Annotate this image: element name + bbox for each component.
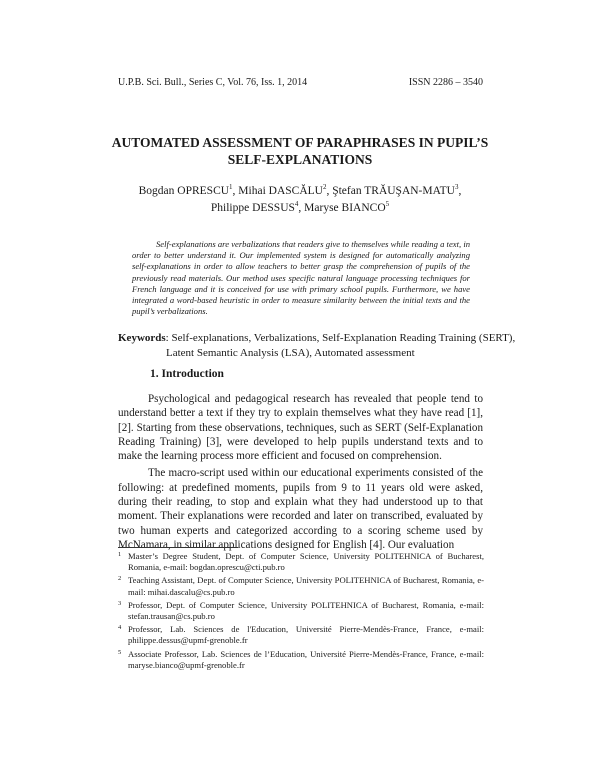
author bbox=[238, 185, 332, 197]
keywords-label: Keywords bbox=[118, 332, 166, 344]
section-heading: 1. Introduction bbox=[150, 368, 224, 380]
author-name: Philippe DESSUS bbox=[210, 202, 295, 214]
footnote bbox=[118, 649, 484, 671]
footnote bbox=[118, 624, 484, 646]
author-mark: 5 bbox=[385, 200, 390, 209]
abstract: Self-explanations are verbalizations that readers give to themselves while reading a text, in order to better understand it. Our implemented system is designed for automatically analyzing self-explanations in order to allow teachers to better grasp the comprehension of pupils of the previously read materials. Our method uses specific natural language processing techniques for French language and it is conceived for use with primary school pupils. Furthermore, we have integrated a word-based heuristic in order to measure similarity between the initial texts and the pupil’s verbalizations. bbox=[132, 239, 470, 317]
author-mark: 4 bbox=[294, 200, 299, 209]
footnote-text: Professor, Lab. Sciences de l'Education, Université Pierre-Mendès-France, France, e-mail: philippe.dessus@upmf-grenoble.fr bbox=[128, 624, 484, 646]
author-name: Ştefan TRĂUŞAN-MATU bbox=[332, 185, 455, 197]
author-name: Mihai DASCĂLU bbox=[238, 185, 323, 197]
footnotes bbox=[118, 551, 484, 673]
footnote bbox=[118, 551, 484, 573]
paragraph: Psychological and pedagogical research has revealed that people tend to understand better a text if they try to explain themselves what they have read [1], [2]. Starting from these observations, techniques, such as SERT (Self-Explanation Reading Training) [3], were developed to help pupils understand texts and to make the learning process more efficient and focused on comprehension. bbox=[118, 393, 483, 463]
author bbox=[139, 185, 239, 197]
author-mark: 3 bbox=[454, 183, 459, 192]
footnote-mark: 2 bbox=[118, 575, 122, 583]
author-mark: 2 bbox=[322, 183, 327, 192]
author-separator: , bbox=[458, 185, 462, 197]
footnote bbox=[118, 600, 484, 622]
title-line: AUTOMATED ASSESSMENT OF PARAPHRASES IN PUPIL’S bbox=[111, 135, 489, 150]
footnote-mark: 5 bbox=[118, 648, 122, 656]
author-separator: , bbox=[232, 185, 239, 197]
keywords-text: : Self-explanations, Verbalizations, Self-Explanation Reading Training (SERT), Latent Semantic Analysis (LSA), Automated assessment bbox=[165, 332, 516, 359]
author-list bbox=[110, 183, 490, 217]
footnote-text: Teaching Assistant, Dept. of Computer Science, University POLITEHNICA of Bucharest, Romania, e-mail: mihai.dascalu@cs.pub.ro bbox=[128, 575, 484, 597]
footnote-mark: 4 bbox=[118, 624, 122, 632]
footnote bbox=[118, 575, 484, 597]
author-name: Maryse BIANCO bbox=[304, 202, 386, 214]
title-line: SELF-EXPLANATIONS bbox=[227, 152, 373, 167]
author bbox=[304, 202, 389, 214]
keywords bbox=[118, 331, 536, 361]
footnote-text: Associate Professor, Lab. Sciences de l’Education, Université Pierre-Mendès-France, France, e-mail: maryse.bianco@upmf-grenoble.fr bbox=[128, 648, 484, 670]
author-name: Bogdan OPRESCU bbox=[138, 185, 230, 197]
footnote-rule bbox=[118, 547, 238, 548]
author bbox=[211, 202, 304, 214]
issn: ISSN 2286 – 3540 bbox=[408, 77, 483, 88]
footnote-text: Master’s Degree Student, Dept. of Computer Science, University POLITEHNICA of Bucharest, Romania, e-mail: bogdan.oprescu@cti.pub.ro bbox=[128, 551, 484, 573]
paper-title bbox=[100, 134, 500, 168]
running-header bbox=[118, 77, 483, 88]
author-separator: , bbox=[298, 202, 305, 214]
author bbox=[332, 185, 461, 197]
journal-citation: U.P.B. Sci. Bull., Series C, Vol. 76, Iss. 1, 2014 bbox=[118, 77, 308, 88]
body-text bbox=[118, 392, 483, 555]
footnote-text: Professor, Dept. of Computer Science, University POLITEHNICA of Bucharest, Romania, e-mail: stefan.trausan@cs.pub.ro bbox=[128, 599, 484, 622]
paragraph: The macro-script used within our educational experiments consisted of the following: at predefined moments, pupils from 9 to 11 years old were asked, during their reading, to stop and explain what they had understood up to that moment. Their explanations were recorded and later on transcribed, evaluated by two human experts and categorized according to a scoring scheme used by McNamara, in similar applications designed for English [4]. Our evaluation bbox=[118, 467, 483, 551]
author-mark: 1 bbox=[229, 183, 233, 192]
footnote-mark: 3 bbox=[118, 599, 122, 607]
footnote-mark: 1 bbox=[118, 551, 122, 558]
author-separator: , bbox=[326, 185, 333, 197]
